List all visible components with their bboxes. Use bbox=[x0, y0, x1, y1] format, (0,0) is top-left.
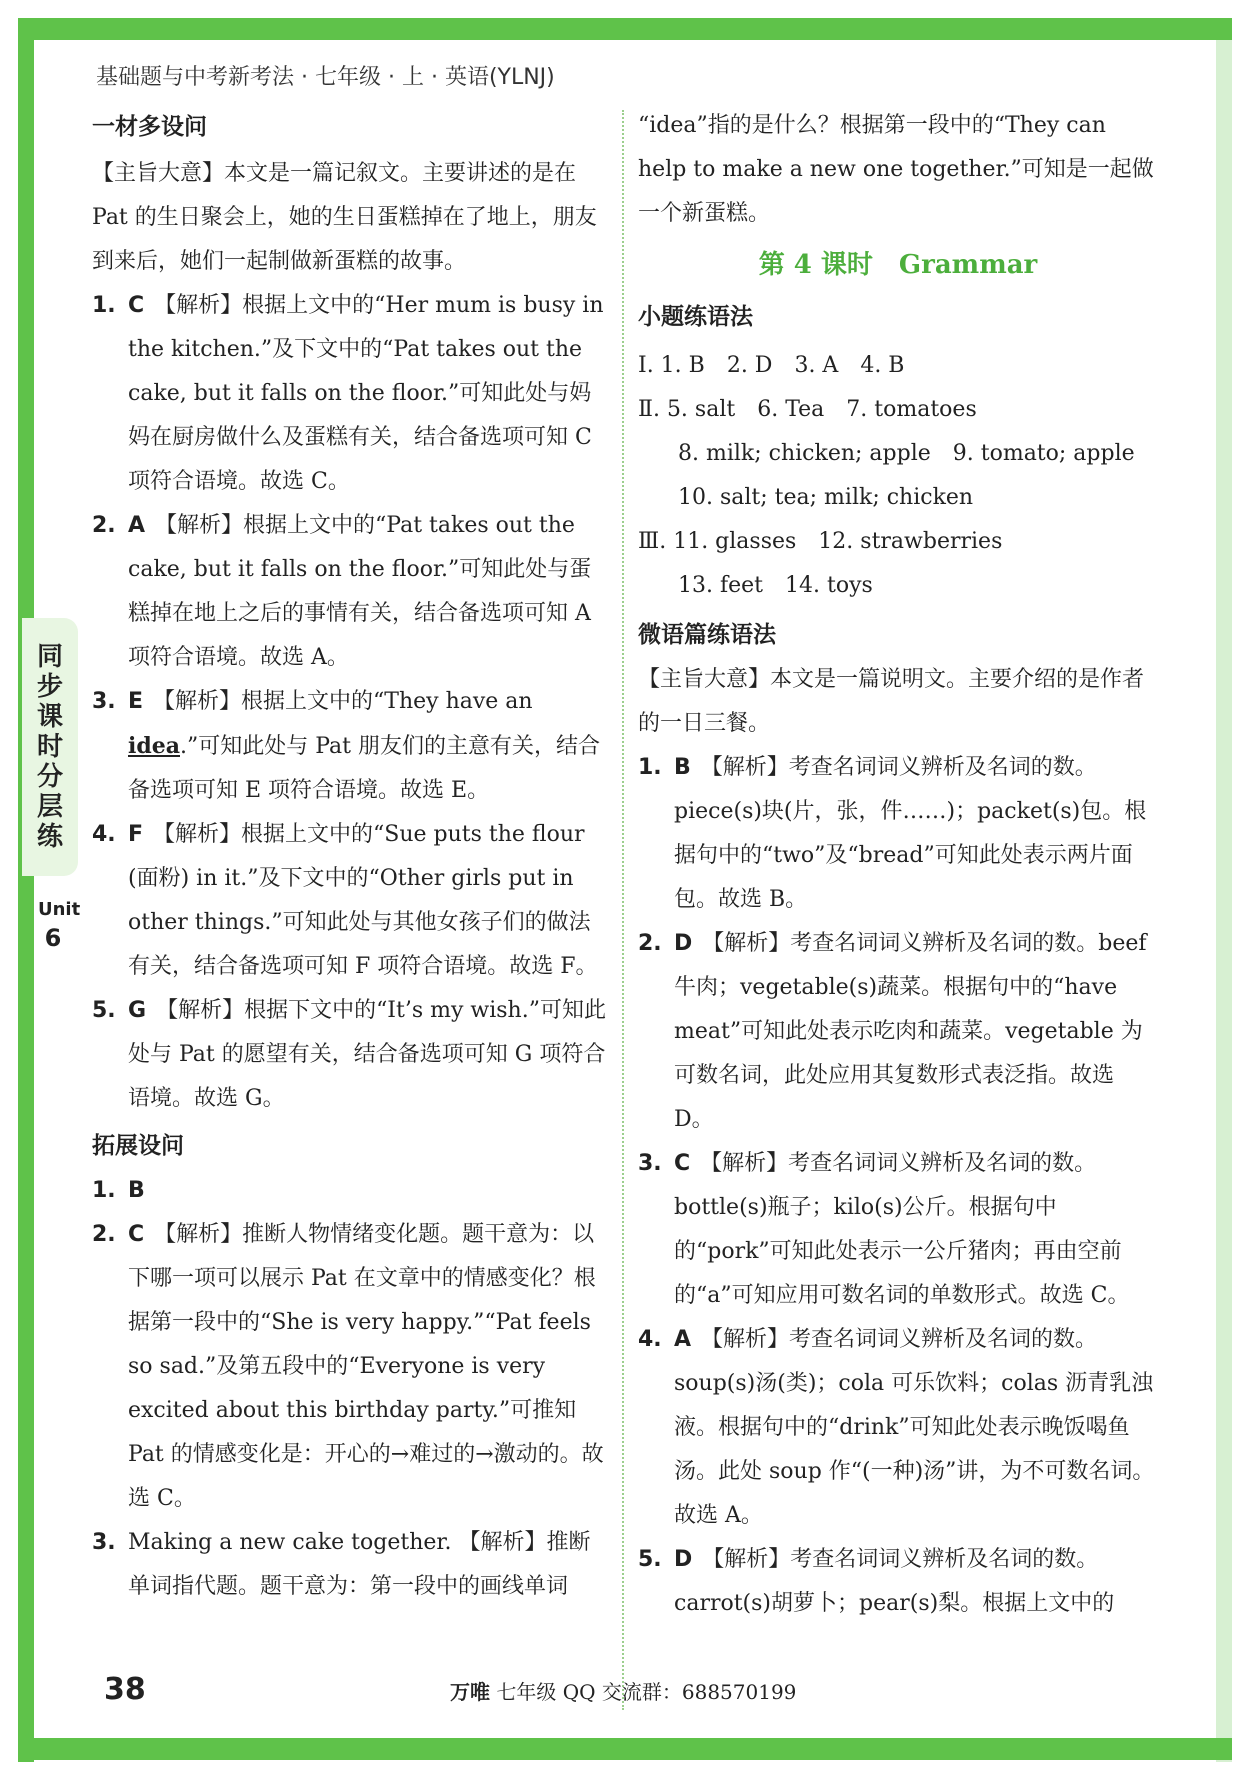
side-char: 练 bbox=[36, 822, 63, 852]
item-answer: B bbox=[674, 755, 691, 780]
main-idea: 【主旨大意】本文是一篇记叙文。主要讲述的是在 Pat 的生日聚会上，她的生日蛋糕掉在了地上，朋友到来后，她们一起制做新蛋糕的故事。 bbox=[92, 161, 597, 274]
underlined-word: idea bbox=[128, 733, 180, 759]
item-number: 1. bbox=[92, 293, 116, 318]
section-title: 拓展设问 bbox=[92, 1133, 184, 1159]
answer-item bbox=[638, 922, 1158, 1142]
item-explanation: .”可知此处与 Pat 朋友们的主意有关，结合备选项可知 E 项符合语境。故选 E。 bbox=[128, 734, 600, 803]
item-number: 5. bbox=[638, 1547, 662, 1572]
side-char: 步 bbox=[36, 672, 63, 702]
left-column bbox=[92, 104, 607, 1609]
section-title: 微语篇练语法 bbox=[638, 622, 776, 648]
item-explanation: Making a new cake together. 【解析】推断单词指代题。题干意为：第一段中的画线单词 bbox=[128, 1530, 591, 1599]
answer-item bbox=[92, 989, 607, 1121]
item-explanation: 【解析】根据上文中的“Pat takes out the cake, but it falls on the floor.”可知此处与蛋糕掉在地上之后的事情有关，结合备选项可知 A 项符合语境。故选 A。 bbox=[128, 513, 592, 670]
item-explanation: 【解析】考查名词词义辨析及名词的数。carrot(s)胡萝卜；pear(s)梨。根据上文中的 bbox=[674, 1547, 1115, 1616]
section-title: 小题练语法 bbox=[638, 304, 753, 330]
grammar-answers-2b: 8. milk; chicken; apple 9. tomato; apple bbox=[678, 441, 1135, 466]
grammar-answers-3b: 13. feet 14. toys bbox=[678, 573, 873, 598]
item-explanation: 【解析】考查名词词义辨析及名词的数。beef 牛肉；vegetable(s)蔬菜。根据句中的“have meat”可知此处表示吃肉和蔬菜。vegetable 为可数名词，此处应用其复数形式表泛指。故选 D。 bbox=[674, 931, 1147, 1132]
item-answer: C bbox=[128, 293, 145, 318]
side-char: 同 bbox=[36, 642, 63, 672]
answer-item bbox=[92, 813, 607, 989]
page-number: 38 bbox=[104, 1672, 146, 1707]
answer-item bbox=[92, 1213, 607, 1521]
item-explanation: 【解析】考查名词词义辨析及名词的数。bottle(s)瓶子；kilo(s)公斤。根据句中的“pork”可知此处表示一公斤猪肉；再由空前的“a”可知应用可数名词的单数形式。故选 C。 bbox=[674, 1151, 1130, 1308]
answer-item bbox=[638, 1318, 1158, 1538]
item-number: 2. bbox=[92, 1222, 116, 1247]
lesson-title: 第 4 课时 Grammar bbox=[758, 250, 1038, 280]
section-title: 一材多设问 bbox=[92, 114, 207, 140]
continued-text: “idea”指的是什么？根据第一段中的“They can help to make a new one together.”可知是一起做一个新蛋糕。 bbox=[638, 113, 1154, 226]
item-answer: D bbox=[674, 931, 693, 956]
bottom-green-border bbox=[18, 1738, 1232, 1760]
grammar-answers-2c: 10. salt; tea; milk; chicken bbox=[678, 485, 974, 510]
side-char: 时 bbox=[36, 732, 63, 762]
unit-number: 6 bbox=[44, 924, 62, 952]
side-char: 分 bbox=[36, 762, 63, 792]
column-divider bbox=[622, 110, 624, 1710]
answer-item bbox=[92, 1169, 607, 1213]
item-explanation: 【解析】考查名词词义辨析及名词的数。piece(s)块(片，张，件……)；packet(s)包。根据句中的“two”及“bread”可知此处表示两片面包。故选 B。 bbox=[674, 755, 1147, 912]
item-number: 2. bbox=[92, 513, 116, 538]
answer-item bbox=[92, 504, 607, 680]
main-idea: 【主旨大意】本文是一篇说明文。主要介绍的是作者的一日三餐。 bbox=[638, 667, 1145, 736]
item-explanation: 【解析】推断人物情绪变化题。题干意为：以下哪一项可以展示 Pat 在文章中的情感变化？根据第一段中的“She is very happy.”“Pat feels so sad.”及第五段中的“Everyone is very excited about this birthday party.”可推知 Pat 的情感变化是：开心的→难过的→激动的。故选 C。 bbox=[128, 1222, 604, 1511]
item-number: 4. bbox=[638, 1327, 662, 1352]
item-answer: D bbox=[674, 1547, 693, 1572]
answer-item bbox=[92, 284, 607, 504]
side-unit-label bbox=[38, 896, 81, 952]
answer-item bbox=[92, 680, 607, 813]
answer-item bbox=[92, 1521, 607, 1609]
footer-text: 七年级 QQ 交流群：688570199 bbox=[496, 1680, 797, 1704]
item-number: 2. bbox=[638, 931, 662, 956]
item-explanation: 【解析】根据上文中的“Her mum is busy in the kitchen.”及下文中的“Pat takes out the cake, but it falls on the floor.”可知此处与妈妈在厨房做什么及蛋糕有关，结合备选项可知 C 项符合语境。故选 C。 bbox=[128, 293, 604, 494]
item-answer: C bbox=[674, 1151, 691, 1176]
answer-item bbox=[638, 1538, 1158, 1626]
side-char: 课 bbox=[36, 702, 63, 732]
right-border bbox=[1216, 18, 1232, 1762]
left-green-border bbox=[18, 18, 34, 1762]
item-explanation: 【解析】根据上文中的“They have an bbox=[153, 689, 533, 714]
side-tab bbox=[22, 618, 78, 876]
item-answer: A bbox=[674, 1327, 692, 1352]
item-answer: G bbox=[128, 998, 147, 1023]
side-char: 层 bbox=[36, 792, 63, 822]
item-explanation: 【解析】考查名词词义辨析及名词的数。soup(s)汤(类)；cola 可乐饮料；colas 沥青乳浊液。根据句中的“drink”可知此处表示晚饭喝鱼汤。此处 soup 作“(一种)汤”讲，为不可数名词。故选 A。 bbox=[674, 1327, 1155, 1528]
page-header: 基础题与中考新考法 · 七年级 · 上 · 英语(YLNJ) bbox=[96, 65, 555, 90]
item-explanation: 【解析】根据上文中的“Sue puts the flour (面粉) in it.”及下文中的“Other girls put in other things.”可知此处与其他女孩子们的做法有关，结合备选项可知 F 项符合语境。故选 F。 bbox=[128, 822, 598, 979]
unit-word: Unit bbox=[38, 899, 81, 920]
right-column bbox=[638, 104, 1158, 1626]
grammar-answers-2: Ⅱ. 5. salt 6. Tea 7. tomatoes bbox=[638, 397, 977, 422]
item-answer: A bbox=[128, 513, 146, 538]
answer-item bbox=[638, 1142, 1158, 1318]
item-number: 1. bbox=[638, 755, 662, 780]
grammar-answers-1: Ⅰ. 1. B 2. D 3. A 4. B bbox=[638, 353, 905, 378]
item-explanation: 【解析】根据下文中的“It’s my wish.”可知此处与 Pat 的愿望有关，结合备选项可知 G 项符合语境。故选 G。 bbox=[128, 998, 606, 1111]
item-number: 3. bbox=[638, 1151, 662, 1176]
item-number: 4. bbox=[92, 822, 116, 847]
answer-item bbox=[638, 746, 1158, 922]
item-answer: E bbox=[128, 689, 144, 714]
item-answer: F bbox=[128, 822, 144, 847]
brand-logo: 万唯 bbox=[450, 1680, 490, 1704]
top-green-border bbox=[18, 18, 1232, 40]
item-number: 3. bbox=[92, 689, 116, 714]
grammar-answers-3: Ⅲ. 11. glasses 12. strawberries bbox=[638, 529, 1003, 554]
item-number: 5. bbox=[92, 998, 116, 1023]
item-answer: B bbox=[128, 1178, 145, 1203]
item-number: 3. bbox=[92, 1530, 116, 1555]
footer-info bbox=[450, 1676, 796, 1705]
item-answer: C bbox=[128, 1222, 145, 1247]
item-number: 1. bbox=[92, 1178, 116, 1203]
